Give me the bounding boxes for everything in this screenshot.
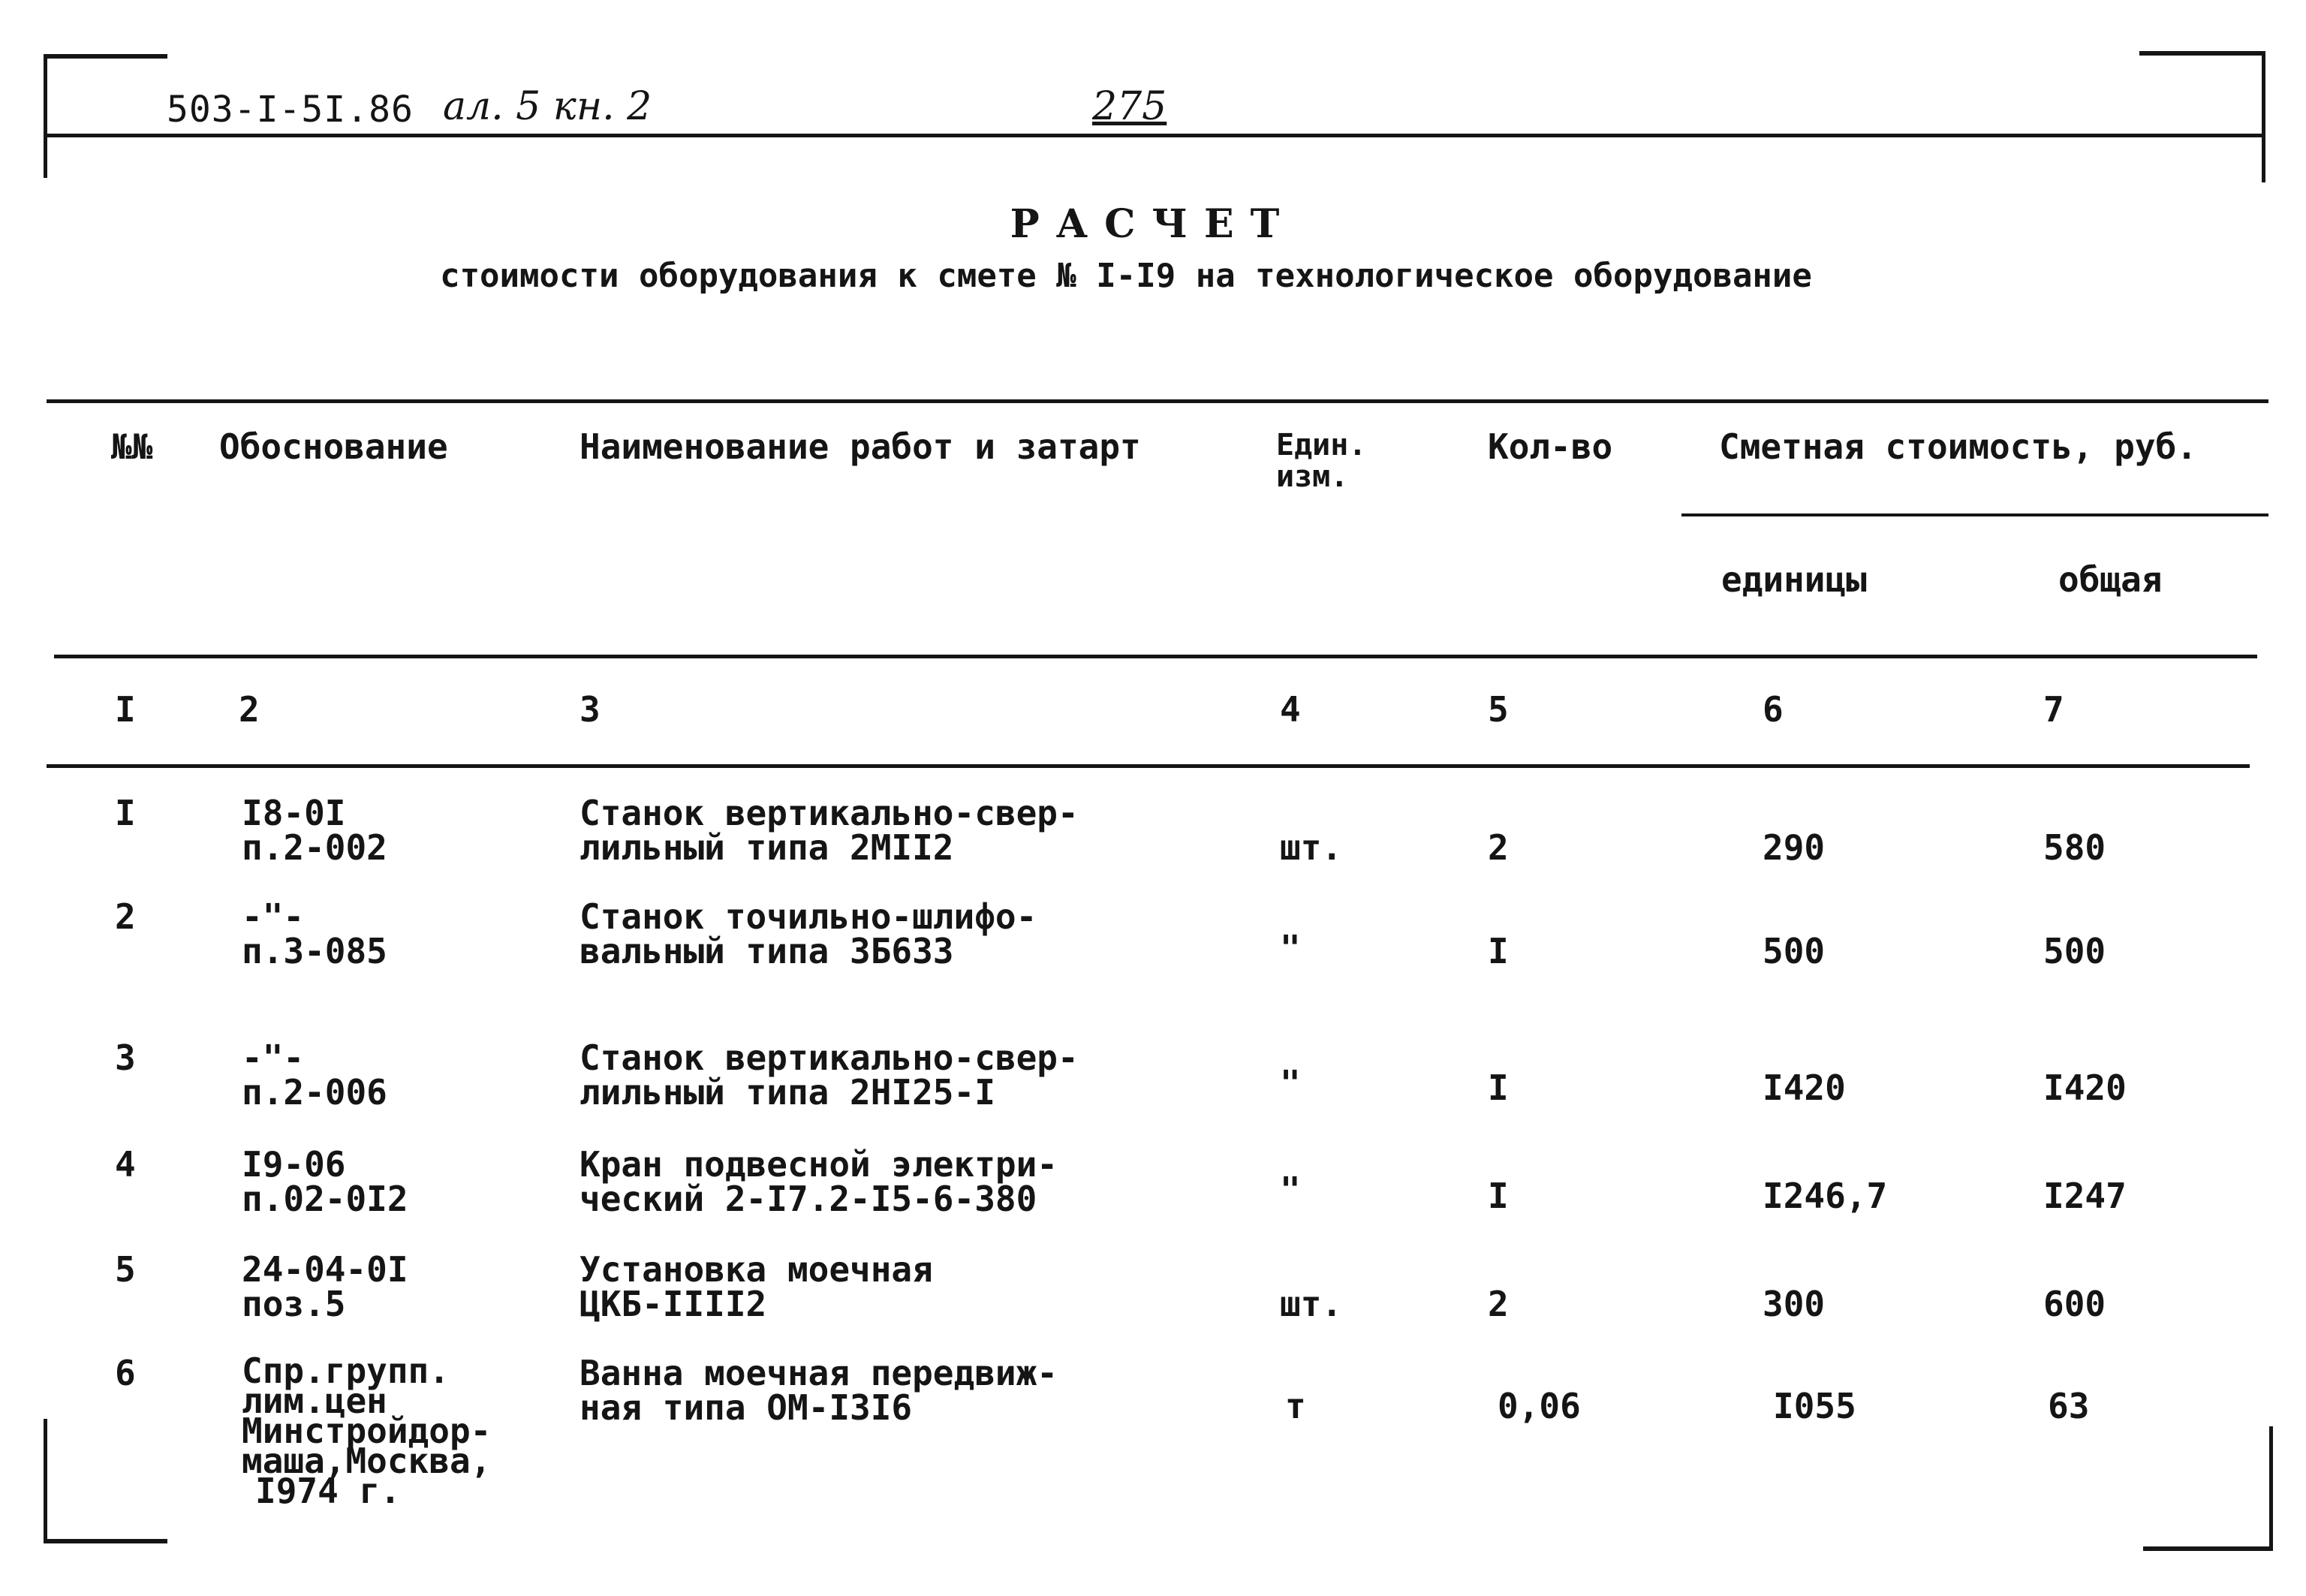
header-unit-line2: изм. [1276,459,1349,494]
column-number-7: 7 [2043,689,2064,730]
document-subtitle: стоимости оборудования к смете № I-I9 на технологическое оборудование [440,257,1812,295]
row-total: I420 [2043,1068,2127,1108]
row-num: I [115,793,136,833]
frame-bottom-right-vertical [2269,1426,2273,1550]
row-basis [242,793,387,868]
header-rule [44,134,2265,137]
header-cost: Сметная стоимость, руб. [1719,426,2197,467]
row-unit: " [1280,1063,1301,1104]
frame-top-right-horizontal [2139,51,2265,56]
column-number-3: 3 [580,689,601,730]
row-name [580,793,1079,868]
row-name-line: лильный типа 2МII2 [580,827,954,868]
row-basis-line: п.3-085 [242,931,387,971]
table-top-rule [47,399,2268,403]
row-basis [242,1351,492,1511]
header-cost-total: общая [2058,559,2163,600]
row-name [580,1249,933,1324]
row-total: 63 [2048,1386,2090,1426]
header-cost-unit: единицы [1721,559,1867,600]
row-name-line: ческий 2-I7.2-I5-6-380 [580,1179,1037,1219]
row-basis-line: -"- [242,1037,305,1078]
row-basis [242,896,387,971]
row-basis-line: п.2-006 [242,1072,387,1113]
row-unit-cost: I246,7 [1763,1176,1888,1216]
row-name-line: Ванна моечная передвиж- [580,1353,1058,1393]
document-code: 503-I-5I.86 [167,89,414,131]
row-basis-line: Спр.групп. [242,1351,450,1391]
row-basis-line: 24-04-0I [242,1249,408,1290]
row-name [580,896,1037,971]
row-name-line: ная типа ОМ-I3I6 [580,1387,913,1428]
row-name [580,1037,1079,1113]
row-total: 600 [2043,1284,2106,1324]
row-unit: шт. [1280,1284,1343,1324]
row-name-line: ЦКБ-IIII2 [580,1284,767,1324]
frame-bottom-right-horizontal [2143,1546,2273,1551]
header-basis: Обоснование [219,426,448,467]
header-name: Наименование работ и затарт [580,426,1141,467]
row-num: 2 [115,896,136,937]
cost-header-rule [1681,513,2268,516]
row-unit-cost: 500 [1763,931,1826,971]
column-number-2: 2 [239,689,260,730]
row-num: 5 [115,1249,136,1290]
row-basis [242,1144,408,1219]
row-basis-line: I974 г. [255,1471,401,1511]
frame-top-left-vertical [44,54,47,178]
header-bottom-rule [54,655,2257,658]
row-qty: 0,06 [1498,1386,1581,1426]
row-total: 500 [2043,931,2106,971]
row-basis-line: п.02-0I2 [242,1179,408,1219]
row-unit-cost: 300 [1763,1284,1826,1324]
row-unit: " [1280,928,1301,968]
row-basis-line: поз.5 [242,1284,346,1324]
row-name-line: Кран подвесной электри- [580,1144,1058,1185]
frame-bottom-left-horizontal [44,1539,167,1543]
row-num: 4 [115,1144,136,1185]
row-basis-line: маша,Москва, [242,1441,492,1481]
document-title: РАСЧЕТ [1010,201,1296,247]
row-num: 6 [115,1353,136,1393]
row-unit-cost: I420 [1763,1068,1846,1108]
row-qty: I [1488,1068,1509,1108]
column-number-6: 6 [1763,689,1784,730]
row-name-line: Станок вертикально-свер- [580,793,1079,833]
row-name-line: лильный типа 2НI25-I [580,1072,995,1113]
page-number: 275 [1092,84,1167,129]
row-basis [242,1249,408,1324]
row-name-line: Установка моечная [580,1249,933,1290]
row-basis [242,1037,387,1113]
row-basis-line: п.2-002 [242,827,387,868]
row-name-line: Станок точильно-шлифо- [580,896,1037,937]
header-unit [1276,429,1366,492]
row-basis-line: I8-0I [242,793,346,833]
row-basis-line: Минстройдор- [242,1411,492,1451]
row-total: I247 [2043,1176,2127,1216]
row-unit-cost: I055 [1773,1386,1856,1426]
row-unit: шт. [1280,827,1343,868]
frame-top-left-horizontal [44,54,167,59]
row-basis-line: -"- [242,896,305,937]
row-qty: 2 [1488,827,1509,868]
row-unit-cost: 290 [1763,827,1826,868]
row-qty: I [1488,931,1509,971]
row-qty: I [1488,1176,1509,1216]
row-num: 3 [115,1037,136,1078]
header-unit-line1: Един. [1276,428,1367,462]
row-qty: 2 [1488,1284,1509,1324]
row-basis-line: I9-06 [242,1144,346,1185]
row-name [580,1353,1058,1428]
frame-top-right-vertical [2262,51,2265,182]
frame-bottom-left-vertical [44,1419,47,1543]
row-unit: " [1280,1170,1301,1210]
row-name [580,1144,1058,1219]
column-number-5: 5 [1488,689,1509,730]
column-numbers-rule [47,764,2250,768]
row-name-line: вальный типа 3Б633 [580,931,954,971]
row-name-line: Станок вертикально-свер- [580,1037,1079,1078]
row-total: 580 [2043,827,2106,868]
header-qty: Кол-во [1488,426,1613,467]
column-number-1: I [115,689,136,730]
row-basis-line: лим.цен [242,1381,387,1421]
column-number-4: 4 [1280,689,1301,730]
album-reference: ал. 5 кн. 2 [443,84,652,129]
header-num: №№ [111,426,153,467]
row-unit: т [1285,1386,1306,1426]
